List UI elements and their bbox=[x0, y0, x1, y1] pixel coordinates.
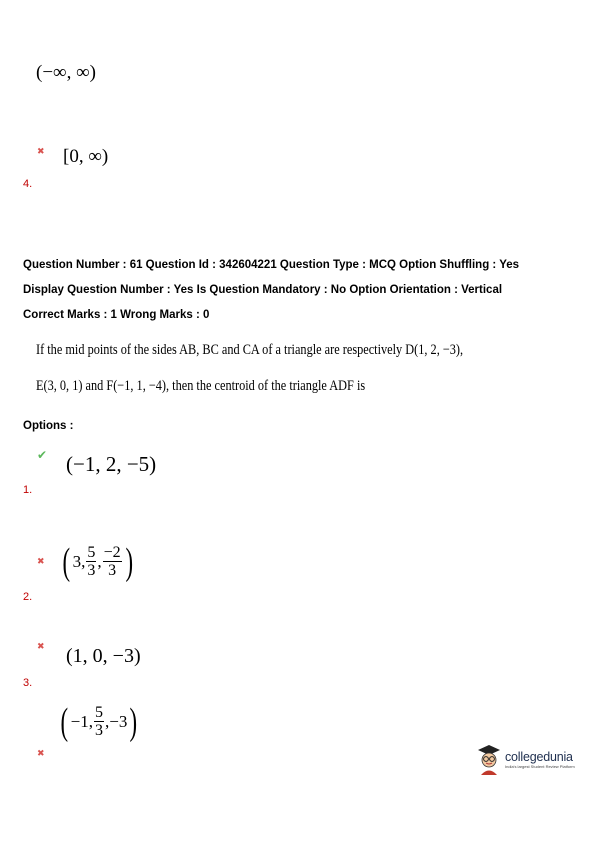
cross-icon: ✖ bbox=[37, 557, 45, 567]
option-4-expression bbox=[58, 694, 140, 750]
question-meta-line2: Display Question Number : Yes Is Question Mandatory : No Option Orientation : Vertical bbox=[23, 284, 503, 296]
option-3-text: (1, 0, −3) bbox=[66, 645, 141, 667]
option-1-text: (−1, 2, −5) bbox=[66, 452, 157, 476]
cross-icon: ✖ bbox=[37, 642, 45, 652]
option-2-number: 2. bbox=[23, 591, 33, 603]
question-text-line1: If the mid points of the sides AB, BC and CA of a triangle are respectively D(1, 2, −3), bbox=[36, 342, 464, 358]
cross-icon: ✖ bbox=[37, 147, 45, 157]
logo-tagline: India's largest Student Review Platform bbox=[505, 764, 575, 770]
cross-icon: ✖ bbox=[37, 749, 45, 759]
option-2-denominator-2: 3 bbox=[108, 562, 117, 579]
comma: , bbox=[105, 712, 110, 731]
collegedunia-logo bbox=[476, 744, 575, 776]
prev-option-b-text: [0, ∞) bbox=[63, 146, 109, 167]
mascot-icon bbox=[476, 744, 502, 776]
comma: , bbox=[97, 552, 102, 571]
option-2-numerator-1: 5 bbox=[87, 544, 96, 561]
prev-option-a-text: (−∞, ∞) bbox=[36, 62, 96, 83]
option-4-part-a: −1, bbox=[70, 712, 93, 731]
logo-name: collegedunia bbox=[505, 749, 573, 764]
option-2-part-a: 3, bbox=[72, 552, 86, 571]
options-label: Options : bbox=[23, 420, 74, 432]
option-4-part-b: −3 bbox=[109, 712, 128, 731]
option-2-fraction-2 bbox=[103, 545, 122, 579]
option-2-fraction-1 bbox=[86, 545, 96, 579]
question-text-line2: E(3, 0, 1) and F(−1, 1, −4), then the centroid of the triangle ADF is bbox=[36, 378, 366, 394]
question-meta-line1: Question Number : 61 Question Id : 342604221 Question Type : MCQ Option Shuffling : Yes bbox=[23, 259, 520, 271]
option-2-denominator-1: 3 bbox=[87, 562, 96, 579]
option-4-fraction-1 bbox=[94, 705, 104, 739]
option-4-denominator-1: 3 bbox=[95, 722, 103, 739]
option-2-expression bbox=[60, 534, 135, 590]
prev-option-b-number: 4. bbox=[23, 178, 33, 190]
option-1-number: 1. bbox=[23, 484, 33, 496]
option-4-numerator-1: 5 bbox=[95, 704, 103, 721]
option-3-number: 3. bbox=[23, 677, 33, 689]
left-paren: ( bbox=[60, 701, 69, 743]
right-paren: ) bbox=[129, 701, 138, 743]
option-2-numerator-2: −2 bbox=[103, 544, 121, 561]
check-icon: ✔ bbox=[37, 448, 48, 462]
question-meta-line3: Correct Marks : 1 Wrong Marks : 0 bbox=[23, 309, 210, 321]
left-paren: ( bbox=[62, 541, 71, 583]
right-paren: ) bbox=[125, 541, 133, 583]
